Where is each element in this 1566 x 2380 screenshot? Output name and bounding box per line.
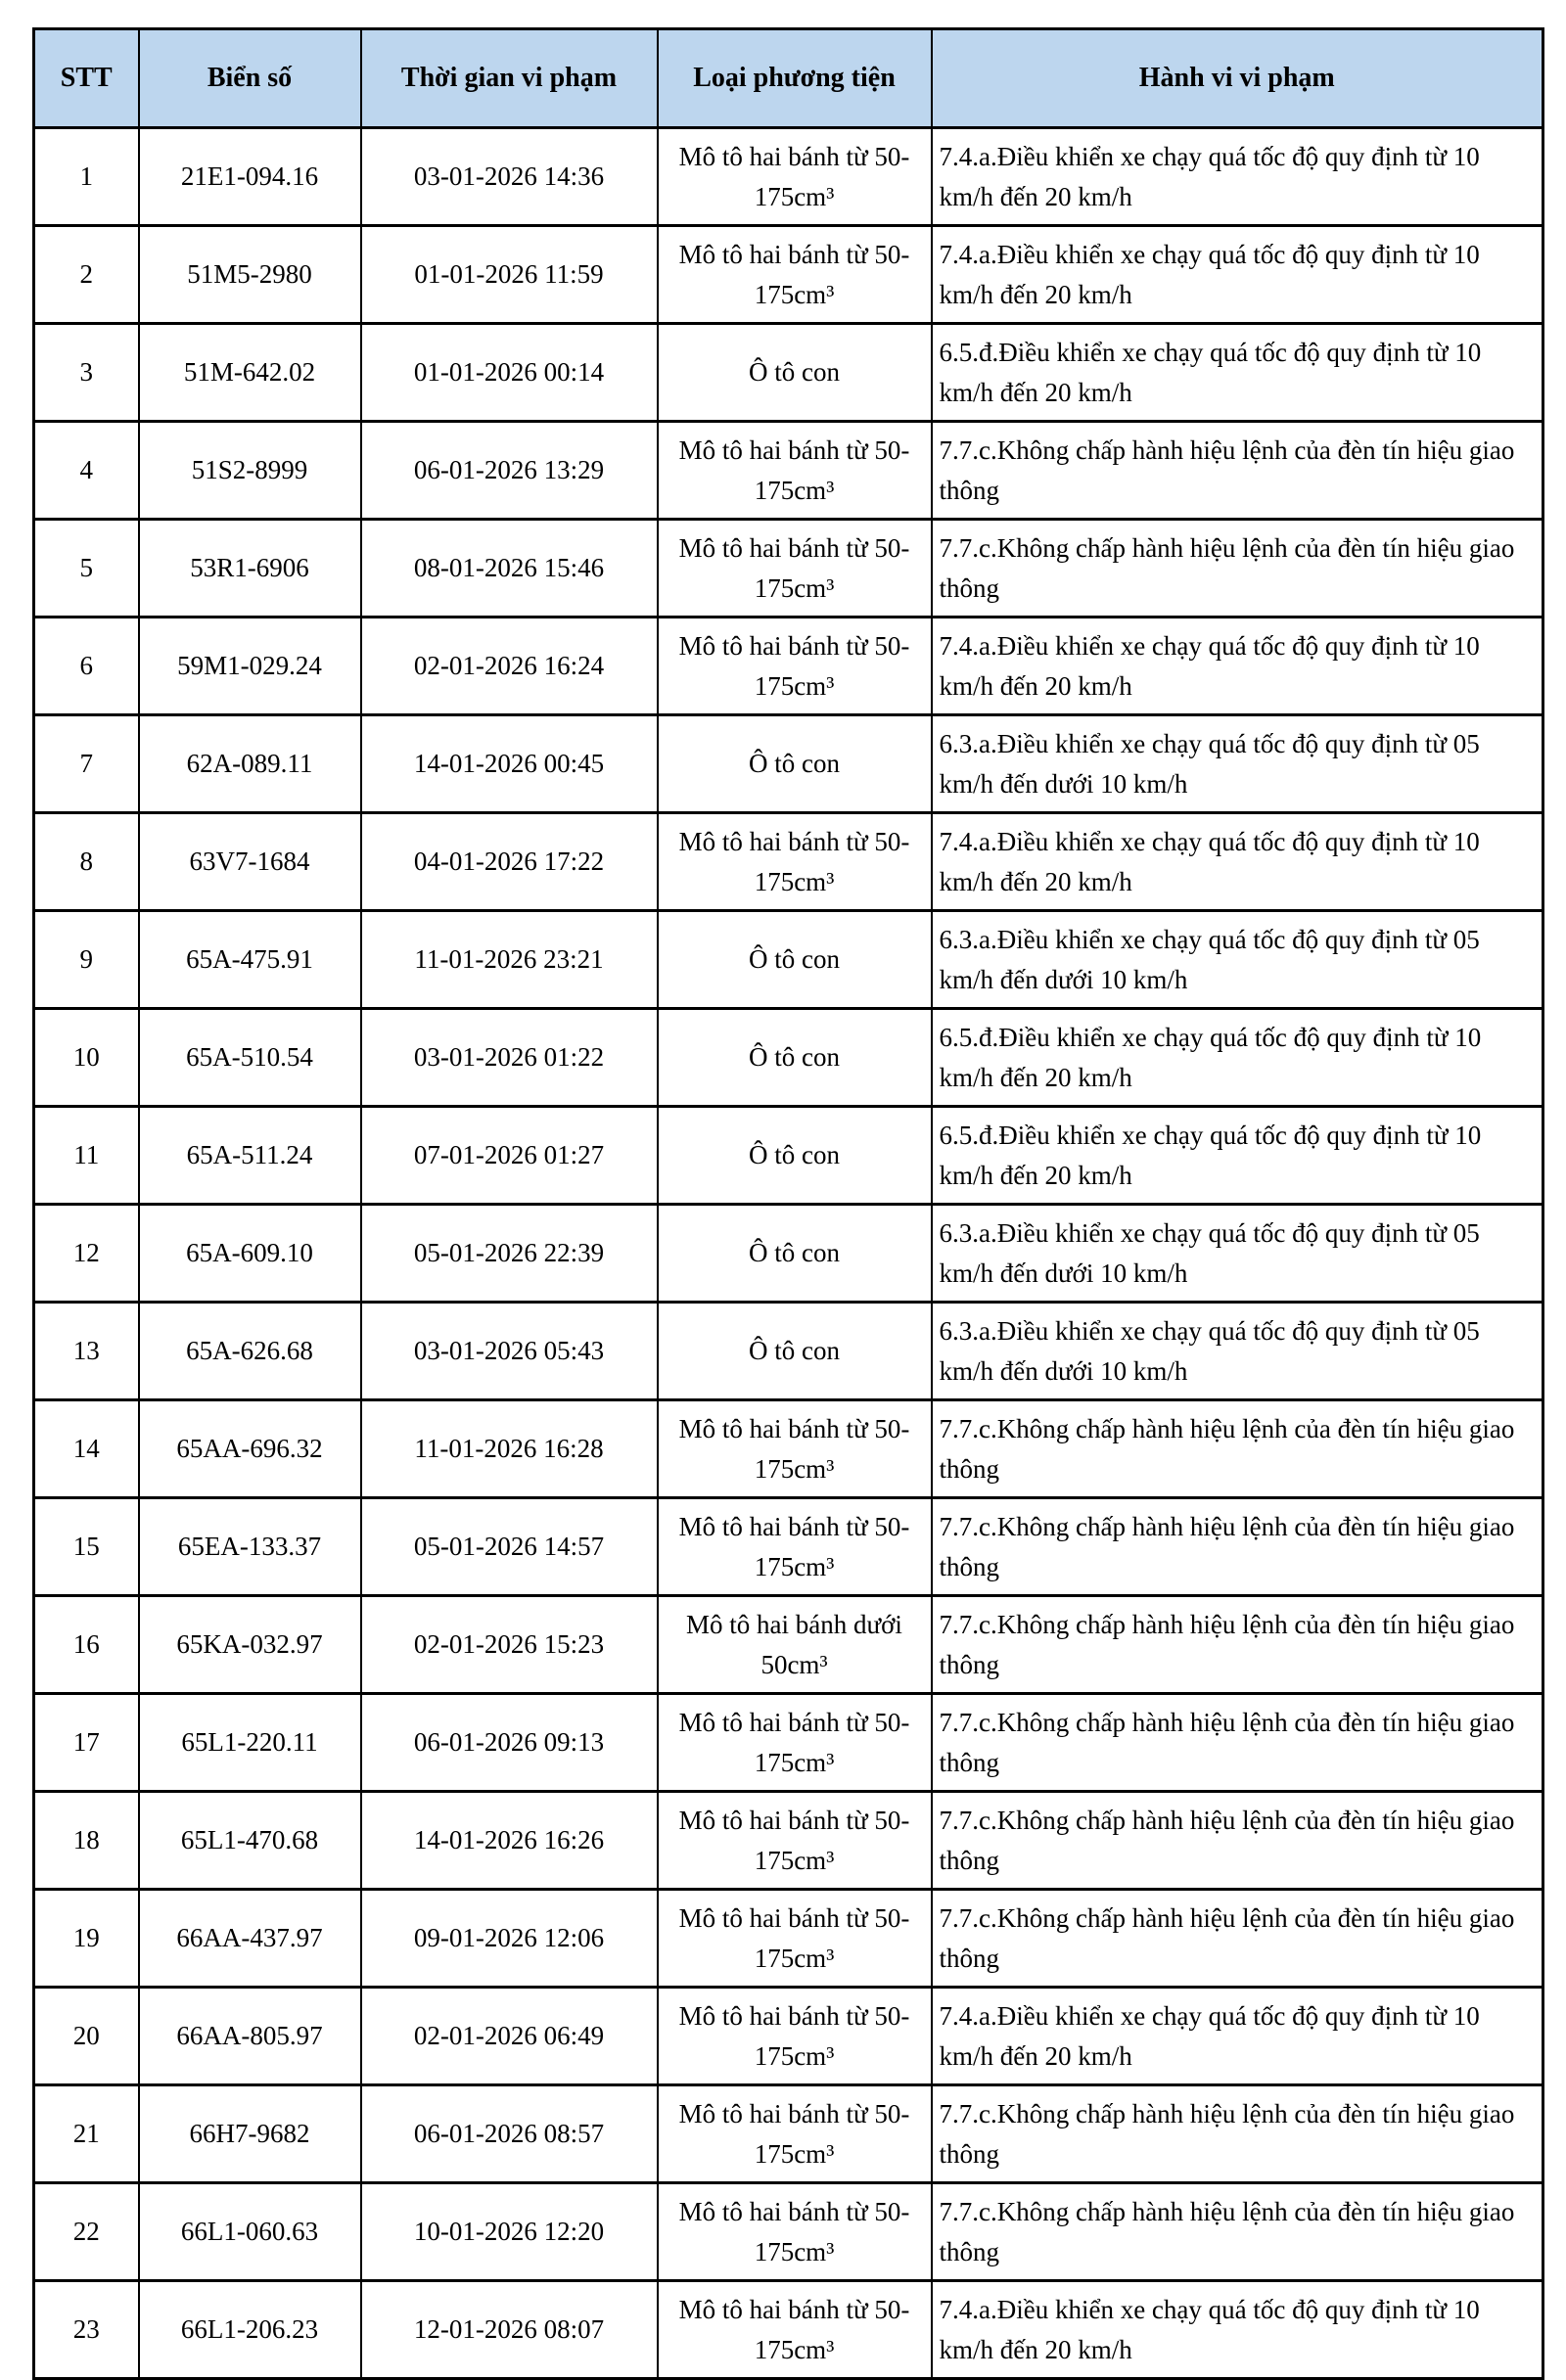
cell-stt: 4 <box>34 422 139 520</box>
table-row <box>34 1009 1543 1107</box>
table-row <box>34 2281 1543 2379</box>
cell-thoi-gian-vi-pham: 03-01-2026 01:22 <box>361 1009 658 1107</box>
cell-bien-so: 65L1-220.11 <box>139 1694 361 1792</box>
table-row <box>34 1498 1543 1596</box>
cell-thoi-gian-vi-pham: 06-01-2026 13:29 <box>361 422 658 520</box>
cell-loai-phuong-tien: Mô tô hai bánh từ 50-175cm³ <box>658 520 932 618</box>
cell-loai-phuong-tien: Mô tô hai bánh từ 50-175cm³ <box>658 2281 932 2379</box>
cell-loai-phuong-tien: Mô tô hai bánh từ 50-175cm³ <box>658 618 932 715</box>
cell-hanh-vi-vi-pham: 6.5.đ.Điều khiển xe chạy quá tốc độ quy định từ 10 km/h đến 20 km/h <box>932 1107 1543 1205</box>
cell-stt: 19 <box>34 1890 139 1988</box>
cell-stt: 10 <box>34 1009 139 1107</box>
cell-stt: 23 <box>34 2281 139 2379</box>
cell-hanh-vi-vi-pham: 7.4.a.Điều khiển xe chạy quá tốc độ quy định từ 10 km/h đến 20 km/h <box>932 128 1543 226</box>
cell-stt: 3 <box>34 324 139 422</box>
cell-thoi-gian-vi-pham: 01-01-2026 11:59 <box>361 226 658 324</box>
cell-loai-phuong-tien: Ô tô con <box>658 911 932 1009</box>
cell-bien-so: 66AA-805.97 <box>139 1988 361 2085</box>
cell-hanh-vi-vi-pham: 7.7.c.Không chấp hành hiệu lệnh của đèn tín hiệu giao thông <box>932 1792 1543 1890</box>
cell-thoi-gian-vi-pham: 04-01-2026 17:22 <box>361 813 658 911</box>
table-row <box>34 911 1543 1009</box>
cell-bien-so: 59M1-029.24 <box>139 618 361 715</box>
cell-hanh-vi-vi-pham: 7.7.c.Không chấp hành hiệu lệnh của đèn tín hiệu giao thông <box>932 2183 1543 2281</box>
table-row <box>34 1400 1543 1498</box>
cell-bien-so: 65EA-133.37 <box>139 1498 361 1596</box>
table-row <box>34 422 1543 520</box>
cell-hanh-vi-vi-pham: 6.5.đ.Điều khiển xe chạy quá tốc độ quy định từ 10 km/h đến 20 km/h <box>932 1009 1543 1107</box>
cell-loai-phuong-tien: Ô tô con <box>658 1009 932 1107</box>
cell-bien-so: 65A-609.10 <box>139 1205 361 1303</box>
cell-bien-so: 63V7-1684 <box>139 813 361 911</box>
cell-loai-phuong-tien: Mô tô hai bánh từ 50-175cm³ <box>658 226 932 324</box>
cell-thoi-gian-vi-pham: 05-01-2026 22:39 <box>361 1205 658 1303</box>
cell-stt: 2 <box>34 226 139 324</box>
table-row <box>34 2085 1543 2183</box>
table-row <box>34 226 1543 324</box>
cell-hanh-vi-vi-pham: 6.3.a.Điều khiển xe chạy quá tốc độ quy định từ 05 km/h đến dưới 10 km/h <box>932 1205 1543 1303</box>
cell-bien-so: 65KA-032.97 <box>139 1596 361 1694</box>
cell-hanh-vi-vi-pham: 7.4.a.Điều khiển xe chạy quá tốc độ quy định từ 10 km/h đến 20 km/h <box>932 618 1543 715</box>
cell-hanh-vi-vi-pham: 7.7.c.Không chấp hành hiệu lệnh của đèn tín hiệu giao thông <box>932 1694 1543 1792</box>
cell-stt: 8 <box>34 813 139 911</box>
cell-thoi-gian-vi-pham: 14-01-2026 16:26 <box>361 1792 658 1890</box>
cell-bien-so: 21E1-094.16 <box>139 128 361 226</box>
cell-thoi-gian-vi-pham: 10-01-2026 12:20 <box>361 2183 658 2281</box>
table-row <box>34 1205 1543 1303</box>
cell-loai-phuong-tien: Mô tô hai bánh từ 50-175cm³ <box>658 1400 932 1498</box>
cell-stt: 17 <box>34 1694 139 1792</box>
cell-loai-phuong-tien: Ô tô con <box>658 715 932 813</box>
table-row <box>34 1792 1543 1890</box>
cell-stt: 13 <box>34 1303 139 1400</box>
cell-stt: 5 <box>34 520 139 618</box>
table-row <box>34 1890 1543 1988</box>
cell-hanh-vi-vi-pham: 6.3.a.Điều khiển xe chạy quá tốc độ quy định từ 05 km/h đến dưới 10 km/h <box>932 911 1543 1009</box>
table-row <box>34 1303 1543 1400</box>
violations-table-body <box>34 128 1543 2379</box>
header-row <box>34 29 1543 128</box>
cell-stt: 12 <box>34 1205 139 1303</box>
cell-thoi-gian-vi-pham: 09-01-2026 12:06 <box>361 1890 658 1988</box>
cell-thoi-gian-vi-pham: 03-01-2026 05:43 <box>361 1303 658 1400</box>
cell-stt: 22 <box>34 2183 139 2281</box>
table-row <box>34 618 1543 715</box>
cell-loai-phuong-tien: Mô tô hai bánh từ 50-175cm³ <box>658 422 932 520</box>
cell-thoi-gian-vi-pham: 11-01-2026 23:21 <box>361 911 658 1009</box>
cell-stt: 14 <box>34 1400 139 1498</box>
cell-loai-phuong-tien: Mô tô hai bánh từ 50-175cm³ <box>658 128 932 226</box>
cell-loai-phuong-tien: Mô tô hai bánh từ 50-175cm³ <box>658 1988 932 2085</box>
cell-hanh-vi-vi-pham: 7.7.c.Không chấp hành hiệu lệnh của đèn tín hiệu giao thông <box>932 1596 1543 1694</box>
cell-hanh-vi-vi-pham: 6.5.đ.Điều khiển xe chạy quá tốc độ quy định từ 10 km/h đến 20 km/h <box>932 324 1543 422</box>
cell-thoi-gian-vi-pham: 06-01-2026 09:13 <box>361 1694 658 1792</box>
cell-loai-phuong-tien: Ô tô con <box>658 1303 932 1400</box>
cell-stt: 7 <box>34 715 139 813</box>
cell-stt: 1 <box>34 128 139 226</box>
table-row <box>34 324 1543 422</box>
cell-hanh-vi-vi-pham: 7.7.c.Không chấp hành hiệu lệnh của đèn tín hiệu giao thông <box>932 1400 1543 1498</box>
cell-loai-phuong-tien: Ô tô con <box>658 1205 932 1303</box>
cell-stt: 16 <box>34 1596 139 1694</box>
cell-bien-so: 65AA-696.32 <box>139 1400 361 1498</box>
cell-thoi-gian-vi-pham: 01-01-2026 00:14 <box>361 324 658 422</box>
column-header-stt: STT <box>34 29 139 128</box>
cell-hanh-vi-vi-pham: 6.3.a.Điều khiển xe chạy quá tốc độ quy định từ 05 km/h đến dưới 10 km/h <box>932 715 1543 813</box>
table-row <box>34 1694 1543 1792</box>
table-row <box>34 1596 1543 1694</box>
table-row <box>34 520 1543 618</box>
cell-loai-phuong-tien: Mô tô hai bánh từ 50-175cm³ <box>658 2085 932 2183</box>
cell-bien-so: 65A-510.54 <box>139 1009 361 1107</box>
cell-loai-phuong-tien: Ô tô con <box>658 324 932 422</box>
cell-bien-so: 65L1-470.68 <box>139 1792 361 1890</box>
cell-hanh-vi-vi-pham: 7.7.c.Không chấp hành hiệu lệnh của đèn tín hiệu giao thông <box>932 1498 1543 1596</box>
cell-thoi-gian-vi-pham: 02-01-2026 06:49 <box>361 1988 658 2085</box>
cell-hanh-vi-vi-pham: 6.3.a.Điều khiển xe chạy quá tốc độ quy định từ 05 km/h đến dưới 10 km/h <box>932 1303 1543 1400</box>
cell-hanh-vi-vi-pham: 7.4.a.Điều khiển xe chạy quá tốc độ quy định từ 10 km/h đến 20 km/h <box>932 226 1543 324</box>
cell-thoi-gian-vi-pham: 07-01-2026 01:27 <box>361 1107 658 1205</box>
column-header-loai-phuong-tien: Loại phương tiện <box>658 29 932 128</box>
cell-loai-phuong-tien: Mô tô hai bánh từ 50-175cm³ <box>658 2183 932 2281</box>
cell-loai-phuong-tien: Mô tô hai bánh dưới 50cm³ <box>658 1596 932 1694</box>
cell-stt: 15 <box>34 1498 139 1596</box>
table-row <box>34 1988 1543 2085</box>
cell-hanh-vi-vi-pham: 7.4.a.Điều khiển xe chạy quá tốc độ quy định từ 10 km/h đến 20 km/h <box>932 813 1543 911</box>
cell-bien-so: 66L1-206.23 <box>139 2281 361 2379</box>
cell-stt: 20 <box>34 1988 139 2085</box>
cell-bien-so: 65A-626.68 <box>139 1303 361 1400</box>
cell-bien-so: 66H7-9682 <box>139 2085 361 2183</box>
column-header-hanh-vi-vi-pham: Hành vi vi phạm <box>932 29 1543 128</box>
cell-thoi-gian-vi-pham: 03-01-2026 14:36 <box>361 128 658 226</box>
cell-bien-so: 66L1-060.63 <box>139 2183 361 2281</box>
column-header-thoi-gian-vi-pham: Thời gian vi phạm <box>361 29 658 128</box>
cell-loai-phuong-tien: Mô tô hai bánh từ 50-175cm³ <box>658 1694 932 1792</box>
violations-table-header <box>34 29 1543 128</box>
cell-hanh-vi-vi-pham: 7.7.c.Không chấp hành hiệu lệnh của đèn tín hiệu giao thông <box>932 520 1543 618</box>
cell-loai-phuong-tien: Ô tô con <box>658 1107 932 1205</box>
cell-hanh-vi-vi-pham: 7.4.a.Điều khiển xe chạy quá tốc độ quy định từ 10 km/h đến 20 km/h <box>932 2281 1543 2379</box>
cell-thoi-gian-vi-pham: 11-01-2026 16:28 <box>361 1400 658 1498</box>
cell-bien-so: 62A-089.11 <box>139 715 361 813</box>
cell-thoi-gian-vi-pham: 05-01-2026 14:57 <box>361 1498 658 1596</box>
cell-thoi-gian-vi-pham: 12-01-2026 08:07 <box>361 2281 658 2379</box>
cell-hanh-vi-vi-pham: 7.7.c.Không chấp hành hiệu lệnh của đèn tín hiệu giao thông <box>932 1890 1543 1988</box>
cell-thoi-gian-vi-pham: 06-01-2026 08:57 <box>361 2085 658 2183</box>
table-row <box>34 715 1543 813</box>
cell-thoi-gian-vi-pham: 08-01-2026 15:46 <box>361 520 658 618</box>
cell-loai-phuong-tien: Mô tô hai bánh từ 50-175cm³ <box>658 1498 932 1596</box>
cell-loai-phuong-tien: Mô tô hai bánh từ 50-175cm³ <box>658 1890 932 1988</box>
cell-thoi-gian-vi-pham: 14-01-2026 00:45 <box>361 715 658 813</box>
cell-bien-so: 65A-511.24 <box>139 1107 361 1205</box>
table-row <box>34 128 1543 226</box>
cell-stt: 9 <box>34 911 139 1009</box>
cell-stt: 6 <box>34 618 139 715</box>
cell-thoi-gian-vi-pham: 02-01-2026 16:24 <box>361 618 658 715</box>
table-row <box>34 1107 1543 1205</box>
cell-hanh-vi-vi-pham: 7.4.a.Điều khiển xe chạy quá tốc độ quy định từ 10 km/h đến 20 km/h <box>932 1988 1543 2085</box>
cell-stt: 21 <box>34 2085 139 2183</box>
cell-loai-phuong-tien: Mô tô hai bánh từ 50-175cm³ <box>658 813 932 911</box>
cell-stt: 11 <box>34 1107 139 1205</box>
cell-stt: 18 <box>34 1792 139 1890</box>
cell-thoi-gian-vi-pham: 02-01-2026 15:23 <box>361 1596 658 1694</box>
cell-loai-phuong-tien: Mô tô hai bánh từ 50-175cm³ <box>658 1792 932 1890</box>
cell-bien-so: 66AA-437.97 <box>139 1890 361 1988</box>
cell-hanh-vi-vi-pham: 7.7.c.Không chấp hành hiệu lệnh của đèn tín hiệu giao thông <box>932 2085 1543 2183</box>
cell-bien-so: 53R1-6906 <box>139 520 361 618</box>
table-row <box>34 813 1543 911</box>
column-header-bien-so: Biển số <box>139 29 361 128</box>
cell-bien-so: 51M5-2980 <box>139 226 361 324</box>
cell-bien-so: 51S2-8999 <box>139 422 361 520</box>
cell-bien-so: 65A-475.91 <box>139 911 361 1009</box>
cell-bien-so: 51M-642.02 <box>139 324 361 422</box>
table-row <box>34 2183 1543 2281</box>
cell-hanh-vi-vi-pham: 7.7.c.Không chấp hành hiệu lệnh của đèn tín hiệu giao thông <box>932 422 1543 520</box>
violations-table <box>32 27 1544 2380</box>
